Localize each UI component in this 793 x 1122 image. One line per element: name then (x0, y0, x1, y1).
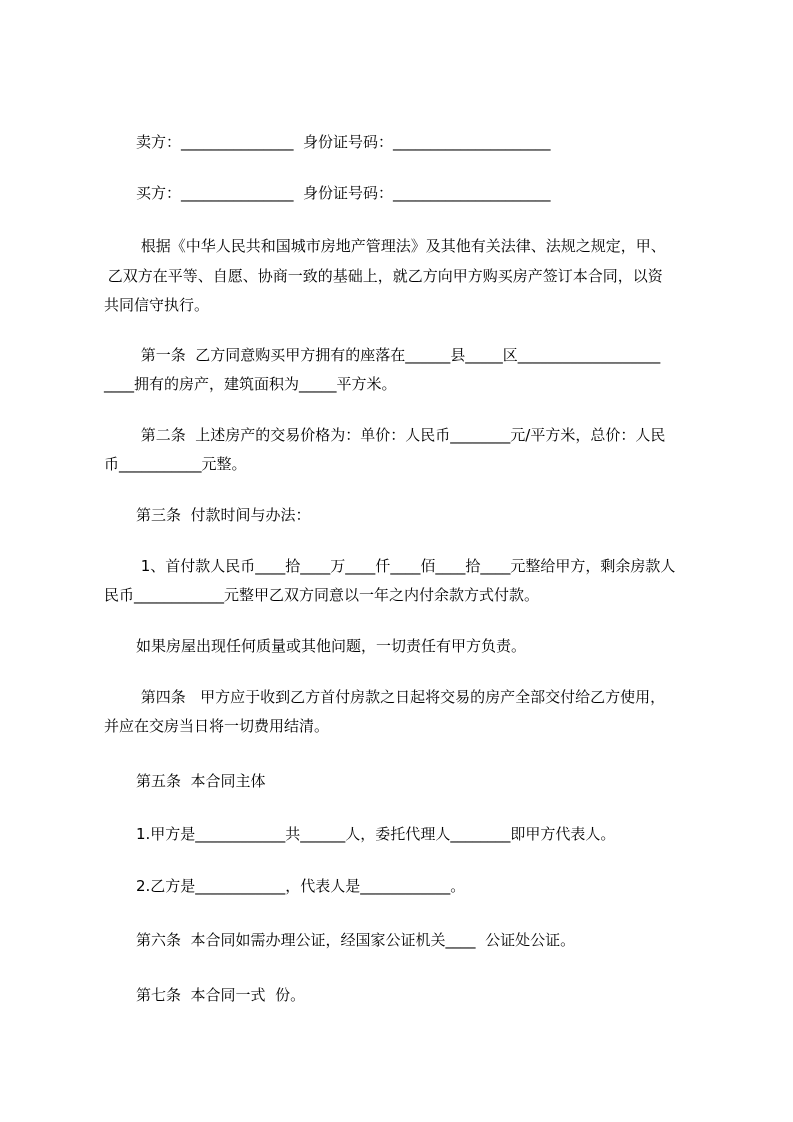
article5-title: 第五条 本合同主体 (136, 772, 266, 790)
article1-line-2: ____拥有的房产，建筑面积为_____平方米。 (104, 375, 397, 393)
preamble-line-3: 共同信守执行。 (104, 296, 210, 314)
article3-item1-line-1: 1、首付款人民币____拾____万____仟____佰____拾____元整给甲方，剩余房款人 (136, 557, 676, 575)
seller-line: 卖方：_______________ 身份证号码：_____________________ (136, 133, 551, 151)
article2-line-1: 第二条 上述房产的交易价格为：单价：人民币________元/平方米，总价：人民 (136, 426, 666, 444)
article3-title: 第三条 付款时间与办法： (136, 506, 311, 524)
article6: 第六条 本合同如需办理公证，经国家公证机关____ 公证处公证。 (136, 931, 576, 949)
article2-line-2: 币___________元整。 (104, 455, 247, 473)
article5-item2: 2.乙方是____________，代表人是____________。 (136, 877, 466, 895)
article4-line-2: 并应在交房当日将一切费用结清。 (104, 717, 330, 735)
preamble-line-2: 乙双方在平等、自愿、协商一致的基础上，就乙方向甲方购买房产签订本合同，以资 (103, 267, 663, 285)
preamble-line-1: 根据《中华人民共和国城市房地产管理法》及其他有关法律、法规之规定，甲、 (136, 237, 666, 255)
article7: 第七条 本合同一式 份。 (136, 986, 306, 1004)
article3-item1-line-2: 民币____________元整甲乙双方同意以一年之内付余款方式付款。 (104, 586, 540, 604)
article1-line-1: 第一条 乙方同意购买甲方拥有的座落在______县_____区___________________ (136, 346, 661, 364)
quality-clause: 如果房屋出现任何质量或其他问题，一切责任有甲方负责。 (136, 637, 527, 655)
article4-line-1: 第四条 甲方应于收到乙方首付房款之日起将交易的房产全部交付给乙方使用， (136, 688, 666, 706)
article5-item1: 1.甲方是____________共______人，委托代理人________即甲方代表人。 (136, 825, 616, 843)
buyer-line: 买方：_______________ 身份证号码：_____________________ (136, 184, 551, 202)
